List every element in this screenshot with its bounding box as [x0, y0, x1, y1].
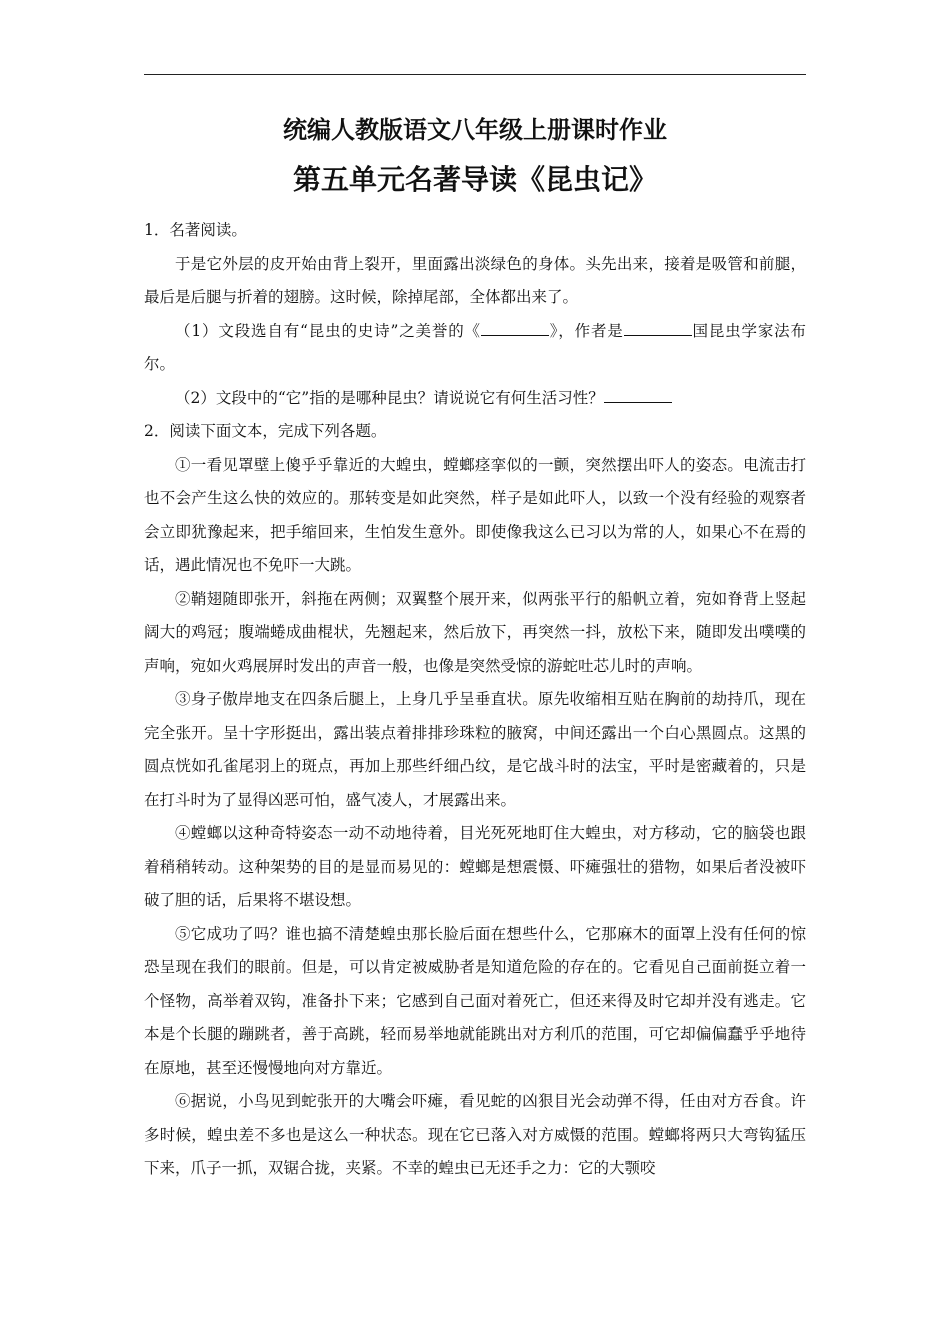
- document-body: [144, 110, 806, 1186]
- answer-blank-country[interactable]: [624, 321, 692, 336]
- passage-paragraph-6: ⑥据说，小鸟见到蛇张开的大嘴会吓瘫，看见蛇的凶狠目光会动弹不得，任由对方吞食。许多时候，蝗虫差不多也是这么一种状态。现在它已落入对方威慑的范围。螳螂将两只大弯钩猛压下来，爪子一抓，双锯合拢，夹紧。不幸的蝗虫已无还手之力：它的大颚咬: [144, 1092, 806, 1177]
- question-1-sub-2: [144, 382, 806, 416]
- sub-1-text-a: （1）文段选自有“昆虫的史诗”之美誉的《: [175, 321, 481, 340]
- sub-2-text: （2）文段中的“它”指的是哪种昆虫？请说说它有何生活习性？: [175, 388, 604, 407]
- document-subtitle: 第五单元名著导读《昆虫记》: [292, 163, 657, 196]
- question-1-heading: 1．名著阅读。: [144, 221, 247, 239]
- question-2-heading: 2．阅读下面文本，完成下列各题。: [144, 422, 387, 440]
- question-1-passage: 于是它外层的皮开始由背上裂开，里面露出淡绿色的身体。头先出来，接着是吸管和前腿，最后是后腿与折着的翅膀。这时候，除掉尾部，全体都出来了。: [144, 254, 806, 306]
- passage-paragraph-2: ②鞘翅随即张开，斜拖在两侧；双翼整个展开来，似两张平行的船帆立着，宛如脊背上竖起阔大的鸡冠；腹端蜷成曲棍状，先翘起来，然后放下，再突然一抖，放松下来，随即发出噗噗的声响，宛如火鸡展屏时发出的声音一般，也像是突然受惊的游蛇吐芯儿时的声响。: [144, 589, 806, 675]
- answer-blank-insect[interactable]: [604, 388, 672, 403]
- document-title: 统编人教版语文八年级上册课时作业: [283, 116, 667, 144]
- passage-paragraph-5: ⑤它成功了吗？谁也搞不清楚蝗虫那长脸后面在想些什么，它那麻木的面罩上没有任何的惊恐呈现在我们的眼前。但是，可以肯定被威胁者是知道危险的存在的。它看见自己面前挺立着一个怪物，高举着双钩，准备扑下来；它感到自己面对着死亡，但还来得及时它却并没有逃走。它本是个长腿的蹦跳者，善于高跳，轻而易举地就能跳出对方利爪的范围，可它却偏偏蠢乎乎地待在原地，甚至还慢慢地向对方靠近。: [144, 924, 806, 1077]
- passage-paragraph-4: ④螳螂以这种奇特姿态一动不动地待着，目光死死地盯住大蝗虫，对方移动，它的脑袋也跟着稍稍转动。这种架势的目的是显而易见的：螳螂是想震慑、吓瘫强壮的猎物，如果后者没被吓破了胆的话，后果将不堪设想。: [144, 824, 806, 909]
- passage-paragraph-3: ③身子傲岸地支在四条后腿上，上身几乎呈垂直状。原先收缩相互贴在胸前的劫持爪，现在完全张开。呈十字形挺出，露出装点着排排珍珠粒的腋窝，中间还露出一个白心黑圆点。这黑的圆点恍如孔雀尾羽上的斑点，再加上那些纤细凸纹，是它战斗时的法宝，平时是密藏着的，只是在打斗时为了显得凶恶可怕，盛气凌人，才展露出来。: [144, 690, 806, 809]
- question-1-sub-1: [144, 315, 806, 382]
- passage-paragraph-1: ①一看见罩壁上傻乎乎靠近的大蝗虫，螳螂痉挛似的一颤，突然摆出吓人的姿态。电流击打也不会产生这么快的效应的。那转变是如此突然，样子是如此吓人，以致一个没有经验的观察者会立即犹豫起来，把手缩回来，生怕发生意外。即使像我这么已习以为常的人，如果心不在焉的话，遇此情况也不免吓一大跳。: [144, 455, 806, 574]
- answer-blank-book-title[interactable]: [481, 321, 549, 336]
- sub-1-text-b: 》，作者是: [548, 321, 624, 340]
- sub-1-text-c: 国昆虫学家法布尔。: [144, 321, 806, 373]
- header-rule: [144, 74, 806, 75]
